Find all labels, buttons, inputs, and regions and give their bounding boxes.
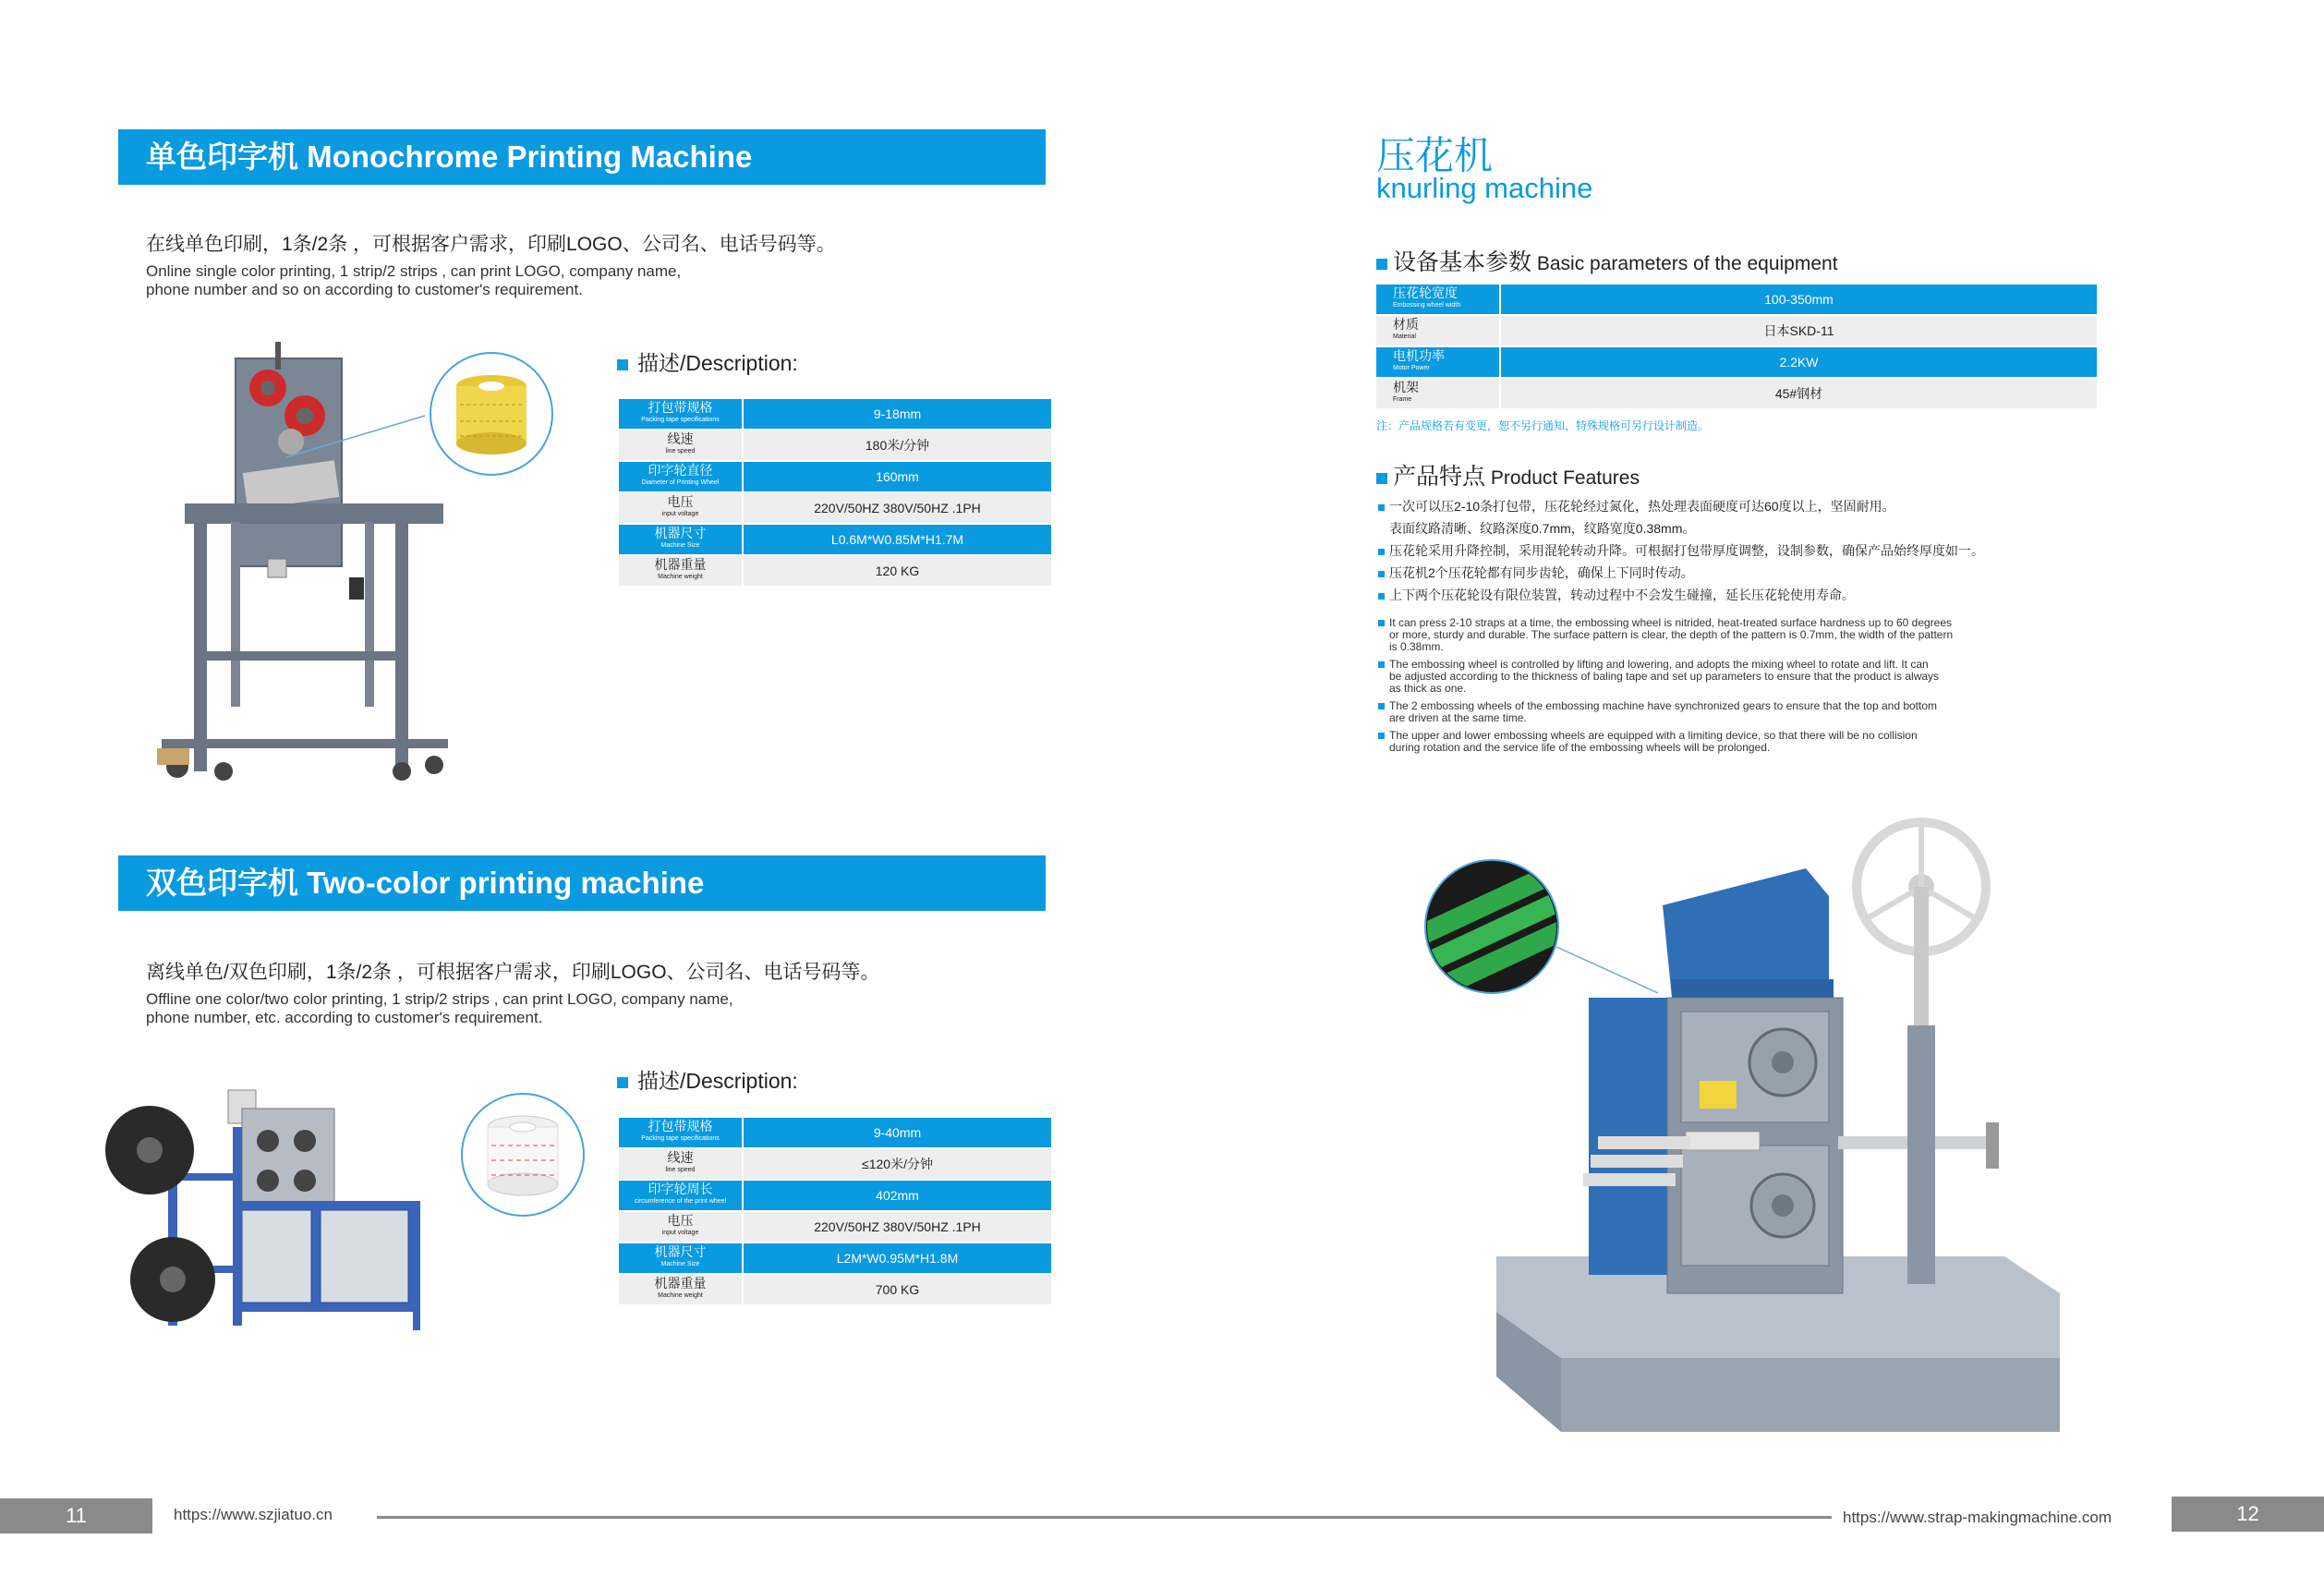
list-item <box>1378 539 2117 562</box>
table-row <box>1376 285 2097 315</box>
monochrome-machine-image <box>157 314 453 794</box>
table-row <box>619 399 1051 430</box>
monochrome-callout-line <box>277 388 443 462</box>
right-footer-url[interactable]: https://www.strap-makingmachine.com <box>1843 1509 2112 1526</box>
feature-en-line: It can press 2-10 straps at a time, the embossing wheel is nitrided, heat-treated surface hardness up to 60 degrees <box>1389 616 1953 629</box>
monochrome-section-title: 单色印字机 Monochrome Printing Machine <box>146 139 753 174</box>
spec-label-en: Packing tape specifications <box>641 1135 720 1142</box>
spec-value: 120 KG <box>743 555 1051 587</box>
bullet-square-icon <box>1378 593 1385 600</box>
two-color-description-heading <box>617 1064 798 1095</box>
spec-value: ≤120米/分钟 <box>743 1148 1051 1180</box>
spec-label-en: circumference of the print wheel <box>634 1198 727 1205</box>
features-title-en: Product Features <box>1490 467 1640 489</box>
monochrome-description-heading <box>617 346 798 377</box>
spec-label-en: line speed <box>665 1167 696 1173</box>
features-en-list <box>1378 617 2136 754</box>
table-row <box>619 461 1051 492</box>
table-row <box>619 1274 1051 1305</box>
table-row <box>619 430 1051 461</box>
spec-label: 机器重量 <box>654 1276 707 1291</box>
left-footer-url[interactable]: https://www.szjiatuo.cn <box>174 1506 333 1523</box>
feature-en-line: are driven at the same time. <box>1389 711 1527 724</box>
spec-value: 9-40mm <box>743 1118 1051 1148</box>
spec-label-en: Machine Size <box>660 1261 700 1267</box>
spec-label-en: line speed <box>665 448 696 455</box>
spec-value: L2M*W0.95M*H1.8M <box>743 1243 1051 1274</box>
spec-value: 220V/50HZ 380V/50HZ .1PH <box>743 492 1051 524</box>
list-item <box>1378 584 2117 606</box>
bullet-square-icon <box>617 1077 628 1088</box>
spec-label-en: Machine Size <box>660 542 700 549</box>
feature-en-line: during rotation and the service life of the embossing wheels will be prolonged. <box>1389 741 1771 754</box>
spec-label: 机器重量 <box>654 557 707 572</box>
table-row <box>1376 315 2097 346</box>
yellow-strap-roll-image <box>427 349 556 479</box>
spec-label: 线速 <box>667 1150 694 1165</box>
two-color-section-banner <box>118 855 1046 911</box>
param-label-en: Material <box>1393 333 1416 340</box>
feature-en-line: is 0.38mm. <box>1389 640 1444 653</box>
two-color-intro-cn: 离线单色/双色印刷，1条/2条 ，可根据客户需求，印刷LOGO、公司名、电话号码等。 <box>146 962 880 983</box>
spec-value: 9-18mm <box>743 399 1051 430</box>
params-heading <box>1376 244 1838 277</box>
param-value: 45#钢材 <box>1500 378 2097 409</box>
right-page-number: 12 <box>2172 1497 2324 1532</box>
bullet-square-icon <box>617 359 628 370</box>
spec-change-note: 注：产品规格若有变更，恕不另行通知，特殊规格可另行设计制造。 <box>1376 419 1710 432</box>
knurling-machine-image <box>1487 813 2069 1441</box>
param-label-en: Motor Power <box>1393 365 1430 371</box>
two-color-section-title: 双色印字机 Two-color printing machine <box>146 866 705 900</box>
spec-label-en: Diameter of Printing Wheel <box>641 479 720 486</box>
knurling-params-table <box>1376 285 2097 410</box>
spec-label: 线速 <box>667 431 694 446</box>
spec-value: L0.6M*W0.85M*H1.7M <box>743 524 1051 555</box>
footer-divider <box>377 1516 1832 1519</box>
monochrome-intro-cn: 在线单色印刷，1条/2条 ，可根据客户需求，印刷LOGO、公司名、电话号码等。 <box>146 234 836 255</box>
spec-label: 机器尺寸 <box>654 1244 707 1259</box>
param-value: 100-350mm <box>1500 285 2097 315</box>
spec-label-en: Machine weight <box>658 1292 703 1299</box>
table-row <box>1376 378 2097 409</box>
param-label-en: Embossing wheel width <box>1393 302 1461 309</box>
param-value: 日本SKD-11 <box>1500 315 2097 346</box>
param-label: 机架 <box>1393 380 1419 394</box>
spec-value: 402mm <box>743 1180 1051 1211</box>
table-row <box>619 1118 1051 1148</box>
bullet-square-icon <box>1378 504 1385 511</box>
knurling-title-cn: 压花机 <box>1376 134 1494 177</box>
params-title-cn: 设备基本参数 <box>1393 249 1532 275</box>
list-item <box>1378 700 2136 724</box>
spec-label: 打包带规格 <box>648 400 713 415</box>
table-row <box>619 1180 1051 1211</box>
spec-label: 印字轮周长 <box>648 1182 713 1196</box>
spec-value: 700 KG <box>743 1274 1051 1305</box>
param-label-en: Frame <box>1393 396 1412 403</box>
list-item <box>1378 659 2136 695</box>
bullet-square-icon <box>1376 259 1387 270</box>
table-row <box>619 1243 1051 1274</box>
feature-cn-text: 上下两个压花轮设有限位装置，转动过程中不会发生碰撞，延长压花轮使用寿命。 <box>1389 588 1855 602</box>
features-cn-list <box>1378 495 2117 606</box>
table-row <box>619 524 1051 555</box>
feature-cn-text: 一次可以压2-10条打包带，压花轮经过氮化，热处理表面硬度可达60度以上，坚固耐用。 <box>1389 499 1895 514</box>
spec-label: 电压 <box>667 1213 694 1228</box>
bullet-square-icon <box>1376 473 1387 484</box>
two-color-spec-table <box>619 1118 1051 1306</box>
monochrome-intro-en-2: phone number and so on according to customer's requirement. <box>146 281 583 298</box>
list-item <box>1378 617 2136 653</box>
bullet-square-icon <box>1378 703 1385 709</box>
two-color-description-title: 描述/Description: <box>637 1069 798 1093</box>
bullet-square-icon <box>1378 571 1385 577</box>
bullet-square-icon <box>1378 549 1385 555</box>
feature-en-line: The embossing wheel is controlled by lifting and lowering, and adopts the mixing wheel to rotate and lift. It can <box>1389 658 1929 671</box>
table-row <box>619 1148 1051 1180</box>
spec-value: 160mm <box>743 461 1051 492</box>
params-title-en: Basic parameters of the equipment <box>1536 253 1838 274</box>
table-row <box>619 555 1051 587</box>
table-row <box>619 1211 1051 1243</box>
feature-en-line: The upper and lower embossing wheels are equipped with a limiting device, so that there will be no collision <box>1389 729 1918 742</box>
white-strap-roll-image <box>458 1090 587 1219</box>
monochrome-spec-table <box>619 399 1051 588</box>
spec-label-en: input voltage <box>661 511 699 517</box>
monochrome-description-title: 描述/Description: <box>637 351 798 375</box>
param-label: 材质 <box>1393 317 1419 332</box>
param-label: 电机功率 <box>1393 348 1445 363</box>
feature-cn-text: 压花轮采用升降控制，采用混轮转动升降。可根据打包带厚度调整，设制参数，确保产品始终厚度如一。 <box>1389 543 1984 558</box>
bullet-square-icon <box>1378 620 1385 626</box>
features-title-cn: 产品特点 <box>1393 464 1486 490</box>
spec-label-en: input voltage <box>661 1230 699 1236</box>
spec-label: 电压 <box>667 494 694 509</box>
param-value: 2.2KW <box>1500 346 2097 378</box>
param-label: 压花轮宽度 <box>1393 285 1458 300</box>
feature-cn-text: 压花机2个压花轮都有同步齿轮，确保上下同时传动。 <box>1389 565 1694 580</box>
left-page-number: 11 <box>0 1498 152 1533</box>
spec-value: 220V/50HZ 380V/50HZ .1PH <box>743 1211 1051 1243</box>
feature-en-line: The 2 embossing wheels of the embossing machine have synchronized gears to ensure that the top and bottom <box>1389 699 1938 712</box>
spec-label-en: Packing tape specifications <box>641 417 720 423</box>
spec-label: 印字轮直径 <box>648 463 713 478</box>
feature-en-line: or more, sturdy and durable. The surface pattern is clear, the depth of the pattern is 0.7mm, the width of the pattern <box>1389 628 1954 641</box>
knurling-title-en: knurling machine <box>1376 172 1593 204</box>
two-color-intro-en-2: phone number, etc. according to customer's requirement. <box>146 1009 543 1026</box>
spec-label-en: Machine weight <box>658 574 703 580</box>
monochrome-section-banner <box>118 129 1046 185</box>
feature-cn-text: 表面纹路清晰、纹路深度0.7mm，纹路宽度0.38mm。 <box>1389 521 1696 536</box>
features-heading <box>1376 458 1640 491</box>
spec-value: 180米/分钟 <box>743 430 1051 461</box>
monochrome-intro-en-1: Online single color printing, 1 strip/2 strips , can print LOGO, company name, <box>146 262 682 280</box>
table-row <box>619 492 1051 524</box>
bullet-square-icon <box>1378 733 1385 739</box>
spec-label: 机器尺寸 <box>654 526 707 540</box>
list-item <box>1378 562 2117 584</box>
feature-en-line: be adjusted according to the thickness of baling tape and set up parameters to ensure that the product is always <box>1389 670 1940 683</box>
two-color-intro-en-1: Offline one color/two color printing, 1 strip/2 strips , can print LOGO, company name, <box>146 990 733 1008</box>
list-item <box>1378 495 2117 517</box>
feature-en-line: as thick as one. <box>1389 682 1467 695</box>
bullet-square-icon <box>1378 661 1385 668</box>
table-row <box>1376 346 2097 378</box>
list-item <box>1378 730 2136 754</box>
list-item <box>1378 517 2117 539</box>
two-color-machine-image <box>103 1072 454 1339</box>
spec-label: 打包带规格 <box>648 1119 713 1133</box>
